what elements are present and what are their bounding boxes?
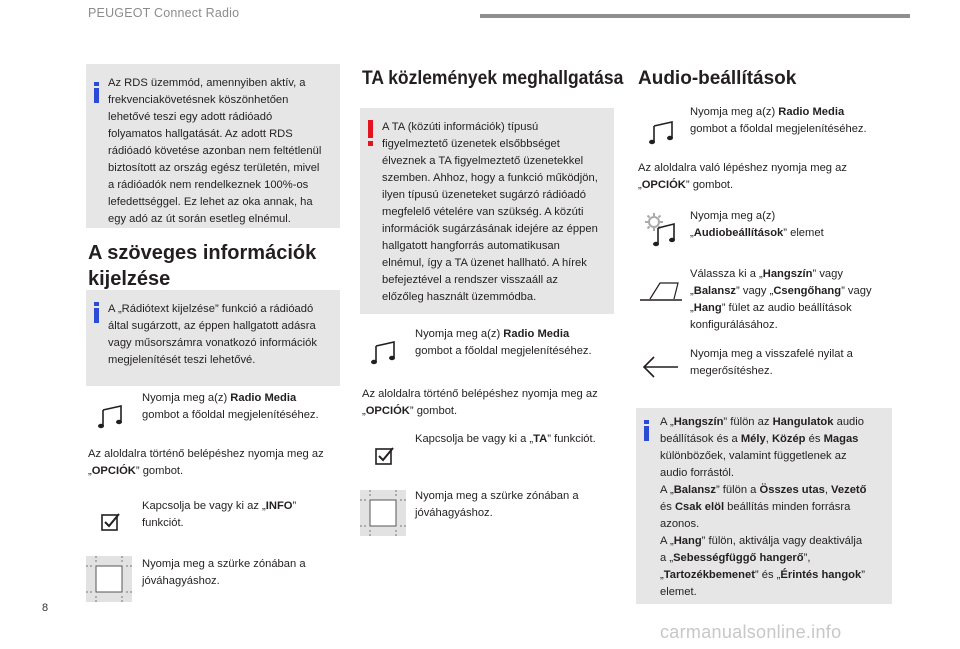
checkbox-checked-icon [100,512,122,532]
col2-step4: Nyomja meg a szürke zónában a jóváhagyáshoz. [415,490,579,519]
heading-line-2: kijelzése [88,268,171,290]
tab-icon [638,280,684,302]
grey-zone-icon [86,556,132,602]
audio-note-text: A „Hangszín” fülön az Hangulatok audio beállítások és a Mély, Közép és Magas különbözőek, valamint függetlenek az audio forrástól. A „Balansz” fülön a Összes utas, Vezető és Csak elöl beállítás minden forrásra azonos. A „Hang” fülön, aktiválja vagy deaktiválja a „Sebességfüggő hangerő”, „Tartozékbemenet” és „Érintés hangok” elemet. [660,416,867,598]
col1-step1: Nyomja meg a(z) Radio Media gombot a főoldal megjelenítéséhez. [142,392,319,421]
radiotext-info-box [86,290,340,386]
rds-note-text: Az RDS üzemmód, amennyiben aktív, a frekvenciakövetésnek köszönhetően lehetővé teszi egy adott rádióadó folyamatos hallgatását. Az adott RDS rádióadó követése azonban nem feltétlenül biztosított az ország egész területén, mivel a rádióadók nem rendelkeznek 100%-os lefedettséggel. Ez lehet az oka annak, ha egy adó az út során esetleg elnémul. [108,77,322,225]
section-heading-text-info [88,240,316,292]
col3-step1: Nyomja meg a(z) Radio Media gombot a főoldal megjelenítéséhez. [690,106,867,135]
back-arrow-icon [640,354,680,380]
music-note-icon [648,118,678,146]
col2-step2: Az aloldalra történő belépéshez nyomja meg az „OPCIÓK” gombot. [362,388,598,417]
checkbox-checked-icon [374,446,396,466]
col3-step3: Nyomja meg a(z) „Audiobeállítások” elemet [690,210,824,239]
heading-line-1: A szöveges információk [88,242,317,264]
header-bar [480,14,910,18]
ta-warning-box [360,108,614,314]
col3-step5: Nyomja meg a visszafelé nyilat a megerősítéshez. [690,348,853,377]
info-icon [94,302,99,323]
music-note-icon [370,338,400,366]
col1-step2: Az aloldalra történő belépéshez nyomja meg az „OPCIÓK” gombot. [88,448,324,477]
watermark: carmanualsonline.info [660,622,842,642]
music-note-icon [97,402,127,430]
page-number: 8 [42,602,49,614]
info-icon [94,82,99,103]
warning-icon [368,120,373,146]
col3-step4: Válassza ki a „Hangszín” vagy „Balansz” vagy „Csengőhang” vagy „Hang” fület az audio beállítások konfigurálásához. [690,268,872,331]
col3-step2: Az aloldalra való lépéshez nyomja meg az „OPCIÓK” gombot. [638,162,847,191]
grey-zone-icon [360,490,406,536]
col1-step3: Kapcsolja be vagy ki az „INFO” funkciót. [142,500,297,529]
section-heading-ta: TA közlemények meghallgatása [362,68,624,89]
col2-step1: Nyomja meg a(z) Radio Media gombot a főoldal megjelenítéséhez. [415,328,592,357]
info-icon [644,420,649,441]
radiotext-note-text: A „Rádiótext kijelzése” funkció a rádióadó által sugárzott, az éppen hallgatott adásra vagy műsorszámra vonatkozó információk megjelenítését teszi lehetővé. [108,303,317,366]
page-header-title: PEUGEOT Connect Radio [88,6,240,20]
section-heading-audio: Audio-beállítások [638,68,797,89]
col2-step3: Kapcsolja be vagy ki a „TA” funkciót. [415,433,596,445]
col1-step4: Nyomja meg a szürke zónában a jóváhagyáshoz. [142,558,306,587]
audio-info-box [636,408,892,604]
audio-settings-icon [644,212,680,248]
ta-note-text: A TA (közúti információk) típusú figyelmeztető üzenetek elsőbbséget élveznek a TA figyelmeztető üzenetekkel szemben. Ahhoz, hogy a funkció működjön, ilyen típusú üzeneteket sugárzó rádióadó megfelelő vételére van szükség. A közúti információk sugárzásának idejére az éppen hallgatott hangforrás automatikusan elnémul, így a TA üzenet hallható. A hírek befejeztével a rendszer visszaáll az előzőleg használt üzemmódba. [382,121,598,303]
rds-info-box [86,64,340,228]
